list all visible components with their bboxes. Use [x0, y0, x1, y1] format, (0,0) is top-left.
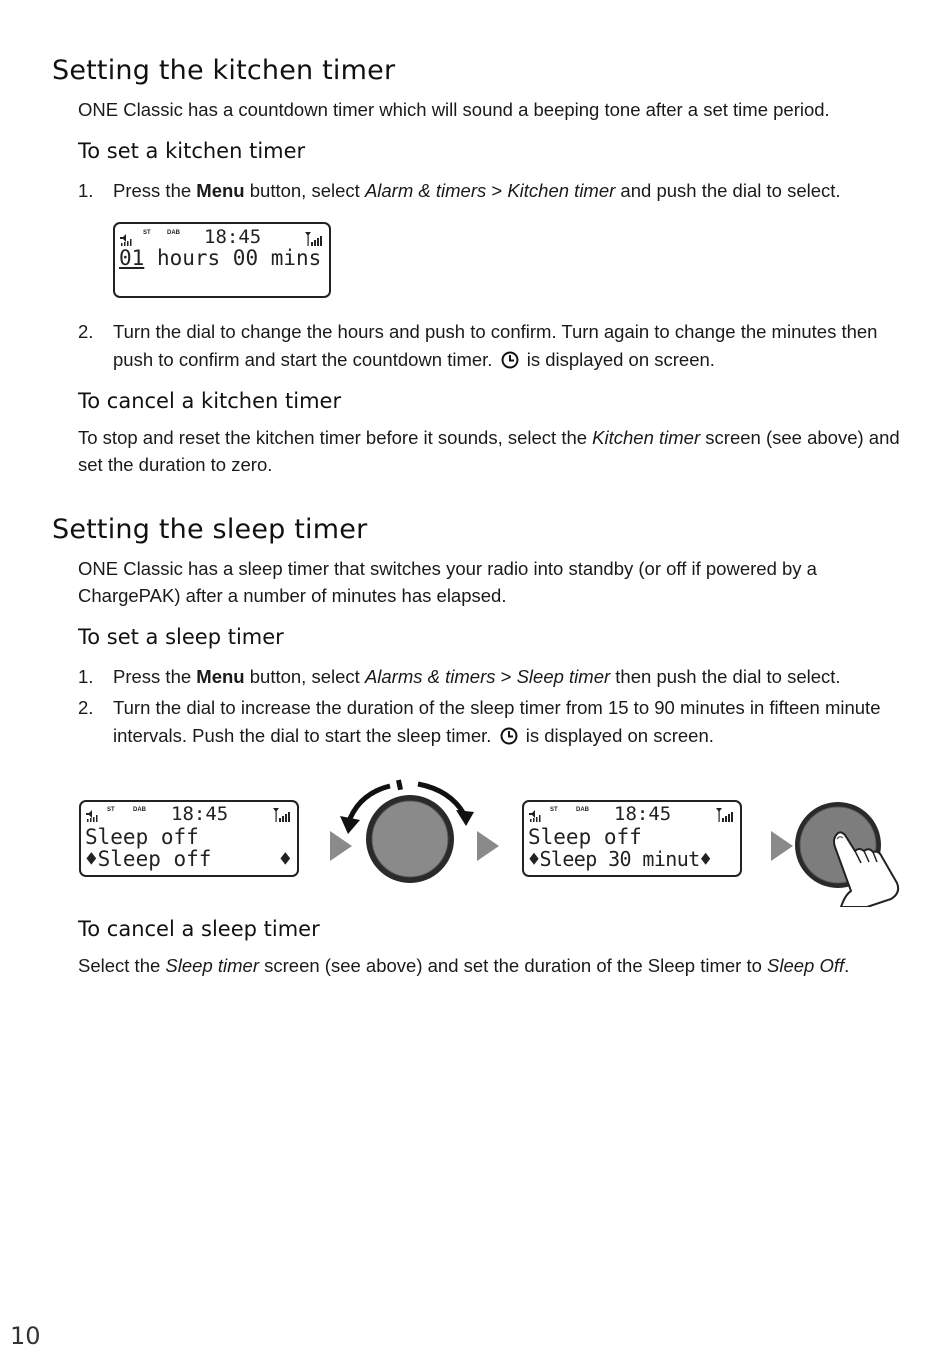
step-text-pre: Turn the dial to change the hours and push to confirm. Turn again to change the minutes then push to confirm and start the countdown timer.: [113, 321, 878, 370]
st-indicator: ST: [550, 807, 558, 813]
step-number: 2.: [78, 321, 94, 342]
sleep-current-line: Sleep off: [528, 825, 642, 849]
hours-mins-label: hours 00 mins: [144, 246, 322, 270]
menu-label: Menu: [196, 180, 245, 201]
sleep-option-line: ♦Sleep off: [85, 847, 212, 871]
kitchen-timer-intro: ONE Classic has a countdown timer which will sound a beeping tone after a set time period.: [78, 99, 830, 120]
sleep-current-line: Sleep off: [85, 825, 199, 849]
dab-indicator: DAB: [133, 807, 146, 813]
step-text-mid: button, select: [244, 180, 365, 201]
menu-path-kitchen: Kitchen timer: [507, 180, 616, 201]
signal-icon: [86, 810, 98, 822]
step-text-post: then push the dial to select.: [610, 666, 841, 687]
kitchen-timer-lcd-screen: [113, 222, 331, 298]
path-separator: >: [495, 666, 517, 687]
play-arrow-icon: [477, 831, 499, 861]
step-text-pre: Turn the dial to increase the duration of the sleep timer from 15 to 90 minutes in fifteen minute intervals. Push the dial to start the sleep timer.: [113, 697, 881, 746]
cancel-kitchen-timer-text: [78, 424, 918, 478]
step-text-post: is displayed on screen.: [521, 349, 715, 370]
path-separator: >: [486, 180, 508, 201]
set-kitchen-timer-heading: To set a kitchen timer: [78, 139, 306, 163]
dab-indicator: DAB: [576, 807, 589, 813]
step-text: [113, 177, 913, 205]
antenna-icon: [305, 232, 325, 246]
st-indicator: ST: [107, 807, 115, 813]
step-number: 2.: [78, 697, 94, 718]
step-text: [113, 318, 913, 374]
cancel-text-post: .: [844, 955, 850, 976]
cancel-sleep-timer-text: [78, 952, 918, 979]
hours-value: 01: [119, 246, 145, 270]
kitchen-timer-value-line: [119, 246, 321, 270]
sleep-lcd-screen-before: [79, 800, 299, 877]
page-number: 10: [10, 1322, 41, 1350]
sleep-off-italic: Sleep Off: [767, 955, 845, 976]
menu-path-sleep: Sleep timer: [516, 666, 611, 687]
step-number: 1.: [78, 666, 94, 687]
clock-time: 18:45: [171, 803, 229, 825]
kitchen-timer-italic: Kitchen timer: [592, 427, 701, 448]
menu-path-alarms: Alarms & timers: [364, 666, 496, 687]
cancel-text-pre: Select the: [78, 955, 166, 976]
cancel-text-post: screen (see above) and set the duration to zero.: [78, 427, 900, 475]
cancel-kitchen-timer-heading: To cancel a kitchen timer: [78, 389, 342, 413]
clock-time: 18:45: [204, 226, 262, 248]
option-arrow-right: ♦: [279, 847, 292, 871]
play-arrow-icon: [771, 831, 793, 861]
kitchen-timer-heading: Setting the kitchen timer: [52, 55, 396, 86]
step-text: [113, 663, 913, 691]
cancel-sleep-timer-heading: To cancel a sleep timer: [78, 917, 320, 941]
sleep-timer-italic: Sleep timer: [165, 955, 259, 976]
cancel-text-pre: To stop and reset the kitchen timer before it sounds, select the: [78, 427, 593, 448]
clock-icon: [501, 351, 519, 369]
step-text-pre: Press the: [113, 180, 197, 201]
sleep-lcd-screen-after: [522, 800, 742, 877]
sleep-timer-heading: Setting the sleep timer: [52, 514, 368, 545]
sleep-option-line: ♦Sleep 30 minut♦: [528, 847, 712, 871]
menu-path-alarm: Alarm & timers: [364, 180, 487, 201]
st-indicator: ST: [143, 230, 151, 236]
signal-icon: [120, 234, 132, 246]
dial-icon: [338, 776, 478, 891]
step-text: [113, 694, 913, 750]
step-text-post: is displayed on screen.: [520, 725, 714, 746]
step-text-pre: Press the: [113, 666, 197, 687]
sleep-timer-intro: ONE Classic has a sleep timer that switches your radio into standby (or off if powered by a ChargePAK) after a number of minutes has elapsed.: [78, 558, 817, 606]
menu-label: Menu: [196, 666, 245, 687]
hand-press-icon: [793, 795, 908, 907]
cancel-text-mid: screen (see above) and set the duration of the Sleep timer to: [259, 955, 768, 976]
step-text-mid: button, select: [244, 666, 365, 687]
set-sleep-timer-heading: To set a sleep timer: [78, 625, 284, 649]
step-text-post: and push the dial to select.: [615, 180, 841, 201]
antenna-icon: [716, 808, 736, 822]
clock-time: 18:45: [614, 803, 672, 825]
antenna-icon: [273, 808, 293, 822]
signal-icon: [529, 810, 541, 822]
step-number: 1.: [78, 180, 94, 201]
clock-icon: [500, 727, 518, 745]
dab-indicator: DAB: [167, 230, 180, 236]
